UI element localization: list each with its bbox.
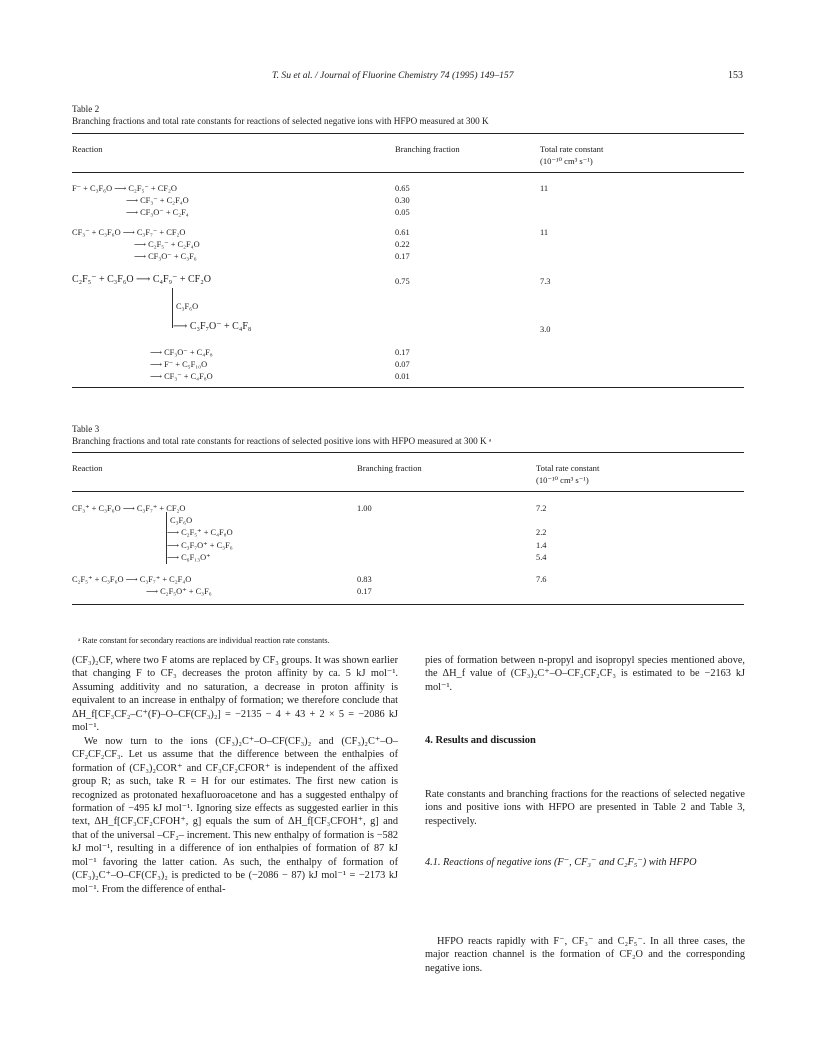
table3-top-rule [72, 452, 744, 453]
t3-rate: 7.6 [536, 575, 547, 584]
table3-col-branching: Branching fraction [357, 463, 422, 473]
left-column [72, 654, 398, 896]
t2-reaction: ⟶ CF₃⁻ + C₄F₈O [150, 372, 213, 381]
t2-fraction: 0.75 [395, 277, 410, 286]
table2-col-rate-unit: (10⁻¹⁰ cm³ s⁻¹) [540, 156, 593, 166]
t3-reaction: ⟶ C₆F₁₃O⁺ [167, 553, 211, 562]
table3-col-rate-unit: (10⁻¹⁰ cm³ s⁻¹) [536, 475, 589, 485]
t3-reaction: ⟶ C₂F₅O⁺ + C₃F₆ [146, 587, 212, 596]
table2-top-rule [72, 133, 744, 134]
t2-rate: 7.3 [540, 277, 551, 286]
t2-fraction: 0.61 [395, 228, 410, 237]
t3-reaction: ⟶ C₂F₅⁺ + C₄F₈O [167, 528, 233, 537]
t2-reaction: ⟶ CF₃O⁻ + C₂F₄ [126, 208, 189, 217]
table2-header-rule [72, 172, 744, 173]
t3-rate: 2.2 [536, 528, 547, 537]
t2-fraction: 0.07 [395, 360, 410, 369]
page-number: 153 [728, 70, 743, 81]
t2-reaction: ⟶ F⁻ + C₅F₁₀O [150, 360, 208, 369]
left-paragraph: (CF₃)₂CF, where two F atoms are replaced by CF₃ groups. It was shown earlier that changing F to CF₃ decreases the proton affinity by ca. 5 kJ mol⁻¹. Assuming additivity and no saturation, a decrease in proton affinity is equivalent to an increase in enthalpy of formation; we therefore conclude that ΔH_f[CF₃CF₂–C⁺(F)–O–CF(CF₃)₂] = −2135 − 4 + 43 + 2 × 5 = −2086 kJ mol⁻¹. [72, 655, 398, 734]
t2-fraction: 0.05 [395, 208, 410, 217]
table3-bottom-rule [72, 604, 744, 605]
t3-reaction: ⟶ C₃F₇O⁺ + C₃F₆ [167, 541, 233, 550]
table2-col-reaction: Reaction [72, 144, 103, 154]
t2-reaction: CF₃⁻ + C₃F₆O ⟶ C₃F₇⁻ + CF₂O [72, 228, 186, 237]
running-title: T. Su et al. / Journal of Fluorine Chemistry 74 (1995) 149–157 [272, 70, 514, 81]
t3-reaction: C₃F₆O [170, 516, 193, 525]
section-heading: 4. Results and discussion [425, 735, 536, 746]
right-paragraph-3: HFPO reacts rapidly with F⁻, CF₃⁻ and C₂F₅⁻. In all three cases, the major reaction channel is the formation of CF₂O and the corresponding negative ions. [425, 936, 745, 974]
right-paragraph-2: Rate constants and branching fractions for the reactions of selected negative ions and positive ions with HFPO are presented in Table 2 and Table 3, respectively. [425, 789, 745, 827]
t2-reaction: C₂F₅⁻ + C₃F₆O ⟶ C₄F₉⁻ + CF₂O [72, 274, 211, 285]
t3-rate: 7.2 [536, 504, 547, 513]
running-header [0, 70, 815, 84]
subsection-heading: 4.1. Reactions of negative ions (F⁻, CF₃⁻ and C₂F₅⁻) with HFPO [425, 857, 697, 868]
t3-rate: 5.4 [536, 553, 547, 562]
table3-header-rule [72, 491, 744, 492]
t2-fraction: 0.17 [395, 252, 410, 261]
t3-reaction: CF₃⁺ + C₃F₆O ⟶ C₃F₇⁺ + CF₂O [72, 504, 186, 513]
t2-reaction: ⟶ CF₃⁻ + C₂F₄O [126, 196, 189, 205]
t2-reaction: ⟶ C₂F₅⁻ + C₂F₄O [134, 240, 200, 249]
t2-rate: 3.0 [540, 325, 551, 334]
table2-bottom-rule [72, 387, 744, 388]
table3-footnote: ᵃ Rate constant for secondary reactions are individual reaction rate constants. [78, 636, 330, 645]
table2-label: Table 2 [72, 104, 100, 114]
t2-fraction: 0.22 [395, 240, 410, 249]
t3-fraction: 0.17 [357, 587, 372, 596]
table2-col-branching: Branching fraction [395, 144, 460, 154]
t2-reaction: C₃F₆O [176, 302, 199, 311]
t3-rate: 1.4 [536, 541, 547, 550]
table3-label: Table 3 [72, 424, 100, 434]
t3-fraction: 0.83 [357, 575, 372, 584]
t2-reaction: ⟶ CF₃O⁻ + C₃F₆ [134, 252, 197, 261]
table2-col-rate: Total rate constant [540, 144, 604, 154]
t3-reaction: C₂F₅⁺ + C₃F₆O ⟶ C₃F₇⁺ + C₂F₄O [72, 575, 192, 584]
t2-fraction: 0.65 [395, 184, 410, 193]
table2-caption: Branching fractions and total rate constants for reactions of selected negative ions with HFPO measured at 300 K [72, 116, 489, 126]
left-paragraph: We now turn to the ions (CF₃)₂C⁺–O–CF(CF₃)₂ and (CF₃)₂C⁺–O–CF₂CF₂CF₃. Let us assume that the difference between the enthalpies of formation of (CF₃)₂COR⁺ and CF₃CF₂CFOR⁺ is independent of the affixed group R; as such, take R = H for our estimates. The first new cation is recognized as protonated hexafluoroacetone and has a suggested enthalpy of formation of −495 kJ mol⁻¹. Ignoring size effects as suggested earlier in this text, ΔH_f[CF₃CF₂CFOH⁺, g] equals the sum of ΔH_f[CF₃CFOH⁺, g] and that of the universal –CF₂– increment. This new enthalpy of formation is −582 kJ mol⁻¹, resulting in a difference of ion enthalpies of formation of 87 kJ mol⁻¹ favoring the latter cation. As such, the enthalpy of formation of (CF₃)₂C⁺–O–CF(CF₃)₂ is predicted to be (−2086 − 87) kJ mol⁻¹ = −2173 kJ mol⁻¹. From the difference of enthal- [72, 735, 398, 895]
t2-rate: 11 [540, 228, 549, 237]
table3-col-rate: Total rate constant [536, 463, 600, 473]
t2-fraction: 0.01 [395, 372, 410, 381]
t2-fraction: 0.17 [395, 348, 410, 357]
right-paragraph-1: pies of formation between n-propyl and isopropyl species mentioned above, the ΔH_f value of (CF₃)₂C⁺–O–CF₂CF₂CF₃ is estimated to be −2163 kJ mol⁻¹. [425, 655, 745, 693]
table3-caption: Branching fractions and total rate constants for reactions of selected positive ions with HFPO measured at 300 K ᵃ [72, 436, 492, 446]
t2-reaction: ⟶ CF₃O⁻ + C₄F₈ [150, 348, 213, 357]
t3-fraction: 1.00 [357, 504, 372, 513]
t2-reaction: ⟶ C₃F₇O⁻ + C₄F₈ [173, 321, 252, 332]
t2-reaction: F⁻ + C₃F₆O ⟶ C₂F₅⁻ + CF₂O [72, 184, 177, 193]
t2-rate: 11 [540, 184, 549, 193]
table3-col-reaction: Reaction [72, 463, 103, 473]
t2-fraction: 0.30 [395, 196, 410, 205]
